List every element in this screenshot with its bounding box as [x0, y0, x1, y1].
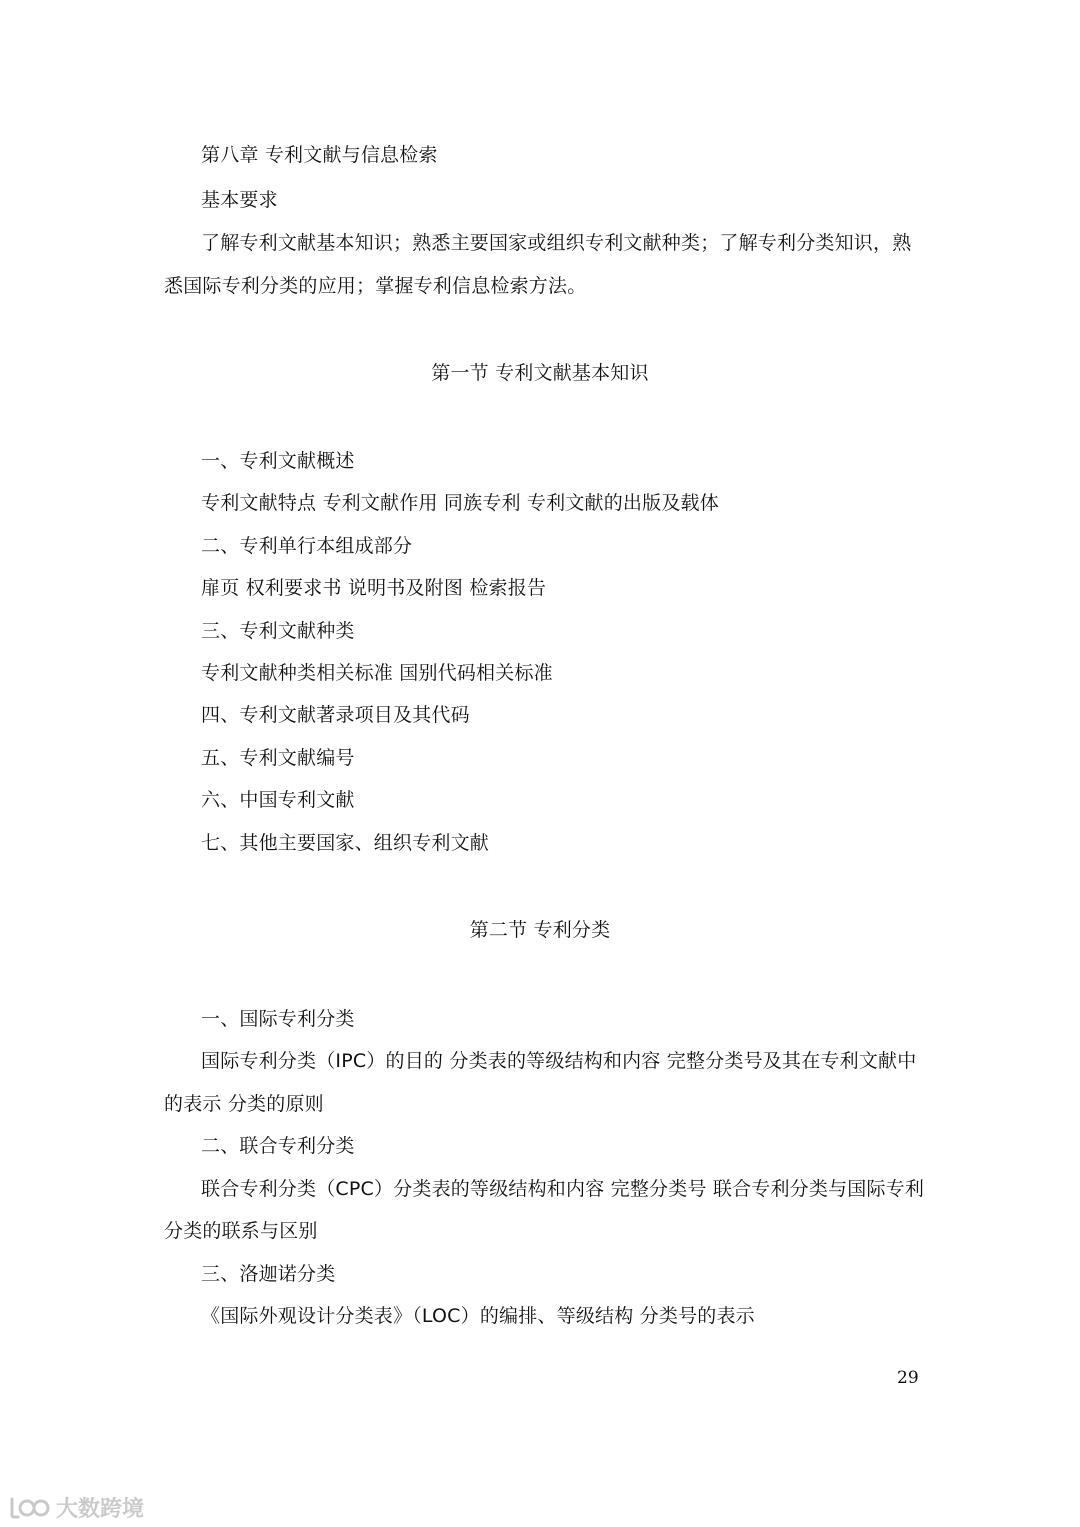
- section1-item-10: 七、其他主要国家、组织专利文献: [201, 832, 490, 854]
- basic-requirements-text-line1: 了解专利文献基本知识；熟悉主要国家或组织专利文献种类；了解专利分类知识，熟: [201, 232, 912, 254]
- ipc-text-line2: 的表示 分类的原则: [164, 1093, 324, 1115]
- watermark-text: 大数跨境: [56, 1497, 145, 1522]
- section1-item-1: 一、专利文献概述: [201, 450, 355, 472]
- page-number: 29: [897, 1368, 919, 1388]
- section1-item-2: 专利文献特点 专利文献作用 同族专利 专利文献的出版及载体: [201, 492, 719, 514]
- ipc-text-line1: 国际专利分类（IPC）的目的 分类表的等级结构和内容 完整分类号及其在专利文献中: [201, 1050, 917, 1072]
- section1-item-3: 二、专利单行本组成部分: [201, 535, 413, 557]
- basic-requirements-heading: 基本要求: [201, 189, 278, 211]
- chapter-title: 第八章 专利文献与信息检索: [201, 144, 438, 166]
- watermark: [8, 1492, 144, 1523]
- cpc-text-line2: 分类的联系与区别: [164, 1220, 318, 1242]
- section1-title: 第一节 专利文献基本知识: [431, 362, 649, 384]
- section1-item-4: 扉页 权利要求书 说明书及附图 检索报告: [201, 577, 547, 599]
- section1-item-8: 五、专利文献编号: [201, 747, 355, 769]
- loc-heading: 三、洛迦诺分类: [201, 1263, 336, 1285]
- loc-text: 《国际外观设计分类表》（LOC）的编排、等级结构 分类号的表示: [201, 1305, 755, 1327]
- section1-item-7: 四、专利文献著录项目及其代码: [201, 704, 470, 726]
- cpc-heading: 二、联合专利分类: [201, 1135, 355, 1157]
- ipc-heading: 一、国际专利分类: [201, 1008, 355, 1030]
- section1-item-5: 三、专利文献种类: [201, 620, 355, 642]
- brand-logo-icon: [8, 1495, 50, 1521]
- section2-title: 第二节 专利分类: [469, 919, 611, 941]
- basic-requirements-text-line2: 悉国际专利分类的应用；掌握专利信息检索方法。: [164, 275, 587, 297]
- cpc-text-line1: 联合专利分类（CPC）分类表的等级结构和内容 完整分类号 联合专利分类与国际专利: [201, 1178, 925, 1200]
- section1-item-6: 专利文献种类相关标准 国别代码相关标准: [201, 662, 553, 684]
- section1-item-9: 六、中国专利文献: [201, 789, 355, 811]
